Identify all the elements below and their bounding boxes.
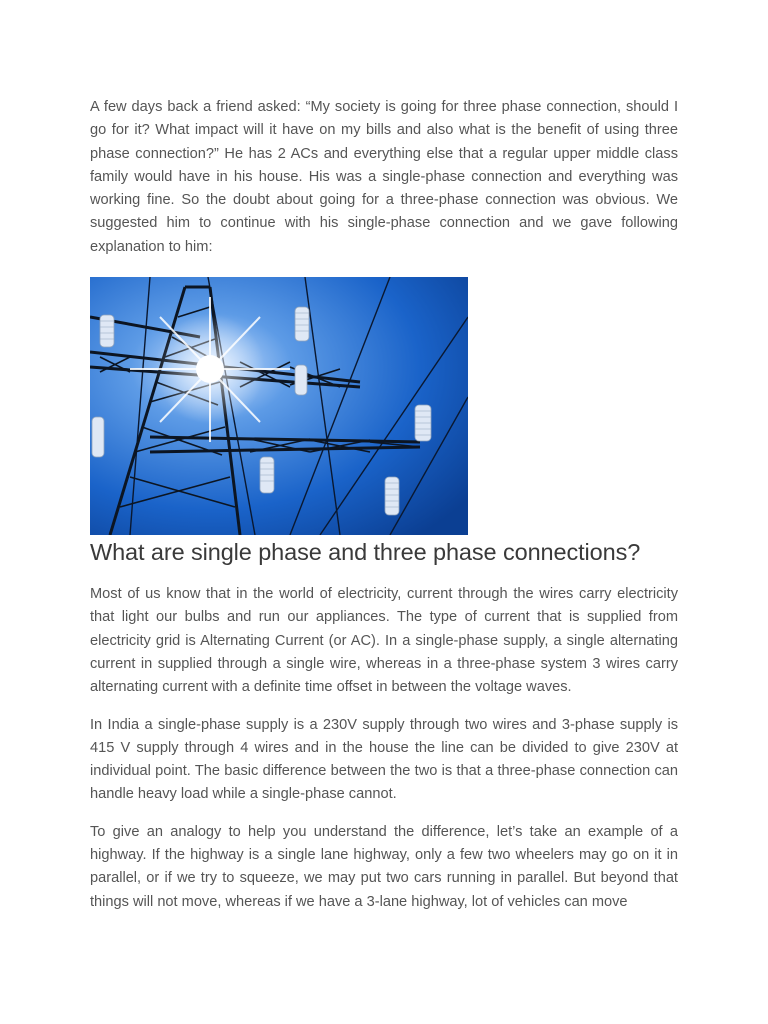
section-heading: What are single phase and three phase connections? xyxy=(90,539,641,566)
document-page xyxy=(90,96,678,928)
intro-paragraph: A few days back a friend asked: “My society is going for three phase connection, should I go for it? What impact will it have on my bills and also what is the benefit of using three phase connection?” He has 2 ACs and everything else that a regular upper middle class family would have in his house. His was a single-phase connection and everything was working fine. So the doubt about going for a three-phase connection was obvious. We suggested him to continue with his single-phase connection and we gave following explanation to him: xyxy=(90,99,678,255)
power-tower-icon xyxy=(90,277,468,535)
paragraph-1: Most of us know that in the world of electricity, current through the wires carry electricity that light our bulbs and run our appliances. The type of current that is supplied from electricity grid is Alternating Current (or AC). In a single-phase supply, a single alternating current in supplied through a single wire, whereas in a three-phase system 3 wires carry alternating current with a definite time offset in between the voltage waves. xyxy=(90,586,678,696)
transmission-tower-image xyxy=(90,277,468,535)
paragraph-3: To give an analogy to help you understand the difference, let’s take an example of a highway. If the highway is a single lane highway, only a few two wheelers may go on it in parallel, or if we try to squeeze, we may put two cars running in parallel. But beyond that things will not move, whereas if we have a 3-lane highway, lot of vehicles can move xyxy=(90,823,678,910)
paragraph-2: In India a single-phase supply is a 230V supply through two wires and 3-phase supply is 415 V supply through 4 wires and in the house the line can be divided to give 230V at individual point. The basic difference between the two is that a three-phase connection can handle heavy load while a single-phase cannot. xyxy=(90,716,678,803)
